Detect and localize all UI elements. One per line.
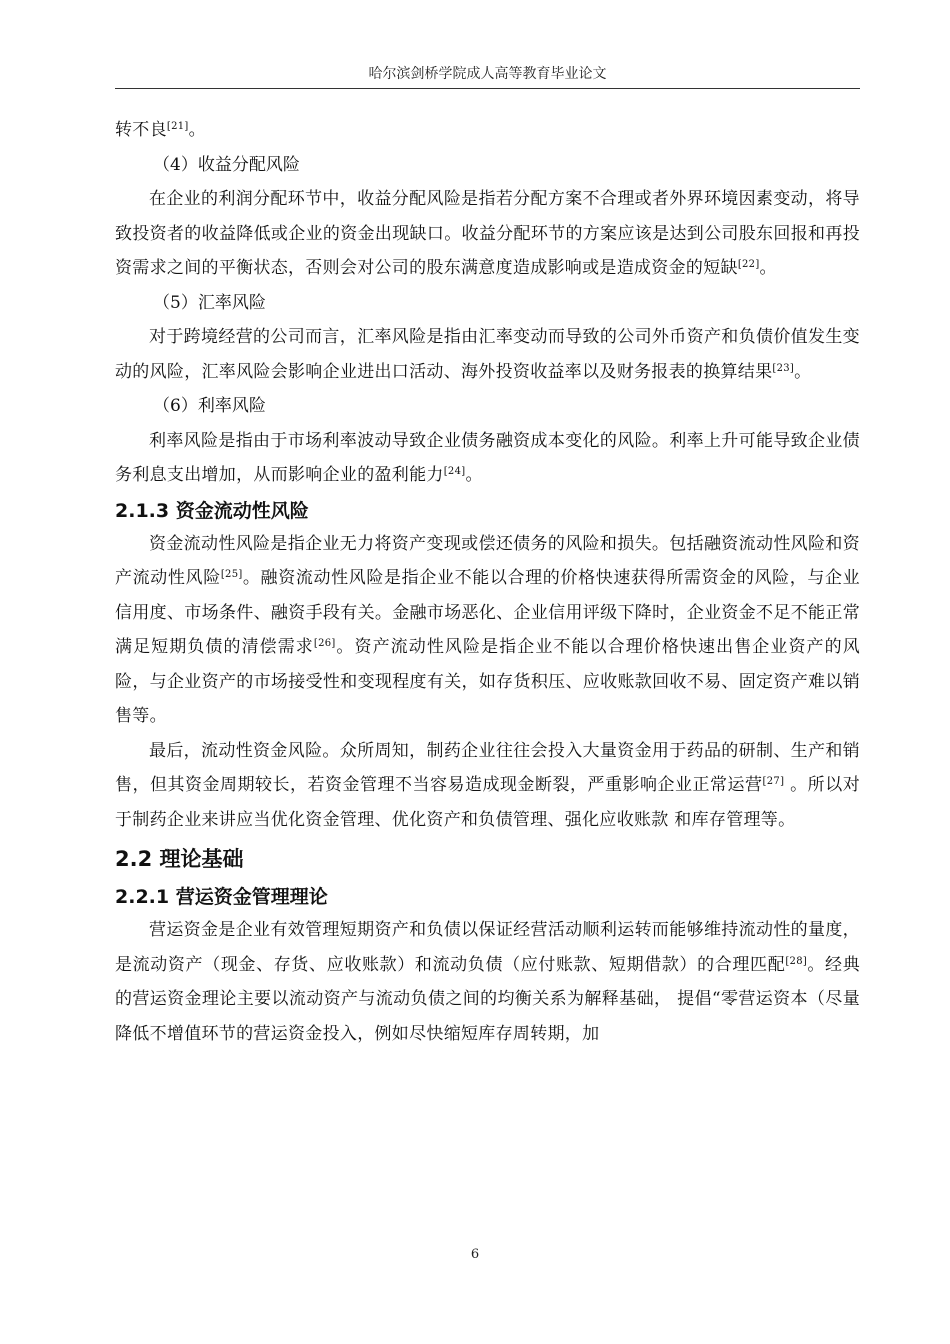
list-item: （4）收益分配风险 (153, 154, 300, 175)
citation: [26] (313, 638, 336, 649)
paragraph: 利率风险是指由于市场利率波动导致企业债务融资成本变化的风险。利率上升可能导致企业债务利息支出增加，从而影响企业的盈利能力[24]。 (115, 430, 860, 485)
citation: [21] (166, 121, 189, 132)
list-item: （5）汇率风险 (153, 292, 266, 313)
paragraph: 转不良[21]。 (115, 120, 206, 140)
section-heading: 2.1.3 资金流动性风险 (115, 499, 309, 522)
paragraph: 最后，流动性资金风险。众所周知，制药企业往往会投入大量资金用于药品的研制、生产和销售，但其资金周期较长，若资金管理不当容易造成现金断裂，严重影响企业正常运营[27] 。所以对于制药企业来讲应当优化资金管理、优化资产和负债管理、强化应收账款 和库存管理等。 (115, 740, 860, 830)
citation: [22] (737, 259, 760, 270)
paragraph: 营运资金是企业有效管理短期资产和负债以保证经营活动顺利运转而能够维持流动性的量度，是流动资产（现金、存货、应收账款）和流动负债（应付账款、短期借款）的合理匹配[28]。经典的营运资金理论主要以流动资产与流动负债之间的均衡关系为解释基础， 提倡“零营运资本（尽量降低不增值环节的营运资金投入，例如尽快缩短库存周转期，加 (115, 920, 860, 1044)
citation: [23] (772, 362, 795, 374)
paragraph: 对于跨境经营的公司而言，汇率风险是指由汇率变动而导致的公司外币资产和负债价值发生变动的风险，汇率风险会影响企业进出口活动、海外投资收益率以及财务报表的换算结果[23]。 (115, 327, 860, 382)
paragraph: 资金流动性风险是指企业无力将资产变现或偿还债务的风险和损失。包括融资流动性风险和资产流动性风险[25]。融资流动性风险是指企业不能以合理的价格快速获得所需资金的风险，与企业信用度、市场条件、融资手段有关。金融市场恶化、企业信用评级下降时，企业资金不足不能正常满足短期负债的清偿需求[26]。资产流动性风险是指企业不能以合理价格快速出售企业资产的风险，与企业资产的市场接受性和变现程度有关，如存货积压、应收账款回收不易、固定资产难以销售等。 (115, 533, 860, 726)
section-heading: 2.2.1 营运资金管理理论 (115, 886, 328, 908)
list-item: （6）利率风险 (153, 396, 266, 416)
body-text (115, 113, 860, 1051)
page-number: 6 (470, 1247, 480, 1262)
running-header: 哈尔滨剑桥学院成人高等教育毕业论文 (368, 66, 607, 82)
citation: [24] (443, 466, 466, 477)
citation: [27] (762, 776, 785, 787)
header-rule (115, 88, 860, 89)
chapter-heading: 2.2 理论基础 (115, 847, 244, 871)
citation: [28] (785, 955, 808, 967)
citation: [25] (220, 569, 243, 580)
paragraph: 在企业的利润分配环节中，收益分配风险是指若分配方案不合理或者外界环境因素变动，将导致投资者的收益降低或企业的资金出现缺口。收益分配环节的方案应该是达到公司股东回报和再投资需求之间的平衡状态，否则会对公司的股东满意度造成影响或是造成资金的短缺[22]。 (115, 189, 860, 278)
